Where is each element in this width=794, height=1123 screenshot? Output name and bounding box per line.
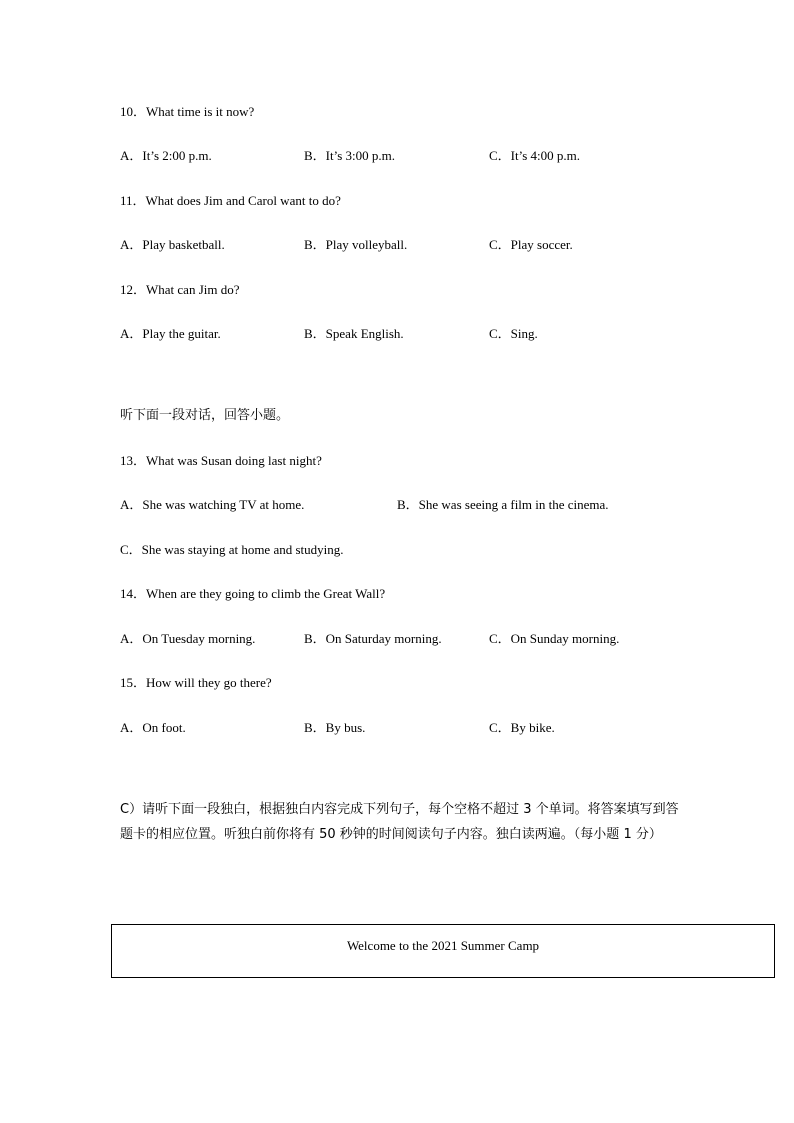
q12-option-b: B．Speak English. [304,326,404,341]
q13-option-c: C．She was staying at home and studying. [120,542,344,557]
q10-option-c: C．It’s 4:00 p.m. [489,148,581,163]
q11-option-b: B．Play volleyball. [304,237,408,252]
q14-option-c: C．On Sunday morning. [489,631,620,646]
q14-option-a: A．On Tuesday morning. [120,631,256,646]
question-11: 11．What does Jim and Carol want to do? [120,193,341,208]
q15-option-a: A．On foot. [120,720,186,735]
box-title: Welcome to the 2021 Summer Camp [346,938,540,953]
q11-option-a: A．Play basketball. [120,237,225,252]
q15-option-b: B．By bus. [304,720,366,735]
question-10: 10．What time is it now? [120,104,255,119]
q12-option-a: A．Play the guitar. [120,326,221,341]
section-c-instruction: C）请听下面一段独白，根据独白内容完成下列句子，每个空格不超过 3 个单词。将答案填写到答题卡的相应位置。听独白前你将有 50 秒钟的时间阅读句子内容。独白读两遍。（每小题 1 分） [120,802,679,842]
summer-camp-box [111,924,775,978]
q10-option-b: B．It’s 3:00 p.m. [304,148,396,163]
q13-option-a: A．She was watching TV at home. [120,497,305,512]
question-14: 14．When are they going to climb the Great Wall? [120,586,386,601]
question-12: 12．What can Jim do? [120,282,240,297]
dialogue-instruction: 听下面一段对话，回答小题。 [120,408,290,423]
q13-option-b: B．She was seeing a film in the cinema. [397,497,609,512]
q12-option-c: C．Sing. [489,326,538,341]
q10-option-a: A．It’s 2:00 p.m. [120,148,212,163]
q11-option-c: C．Play soccer. [489,237,573,252]
q15-option-c: C．By bike. [489,720,555,735]
question-13: 13．What was Susan doing last night? [120,453,322,468]
q14-option-b: B．On Saturday morning. [304,631,442,646]
question-15: 15．How will they go there? [120,675,272,690]
